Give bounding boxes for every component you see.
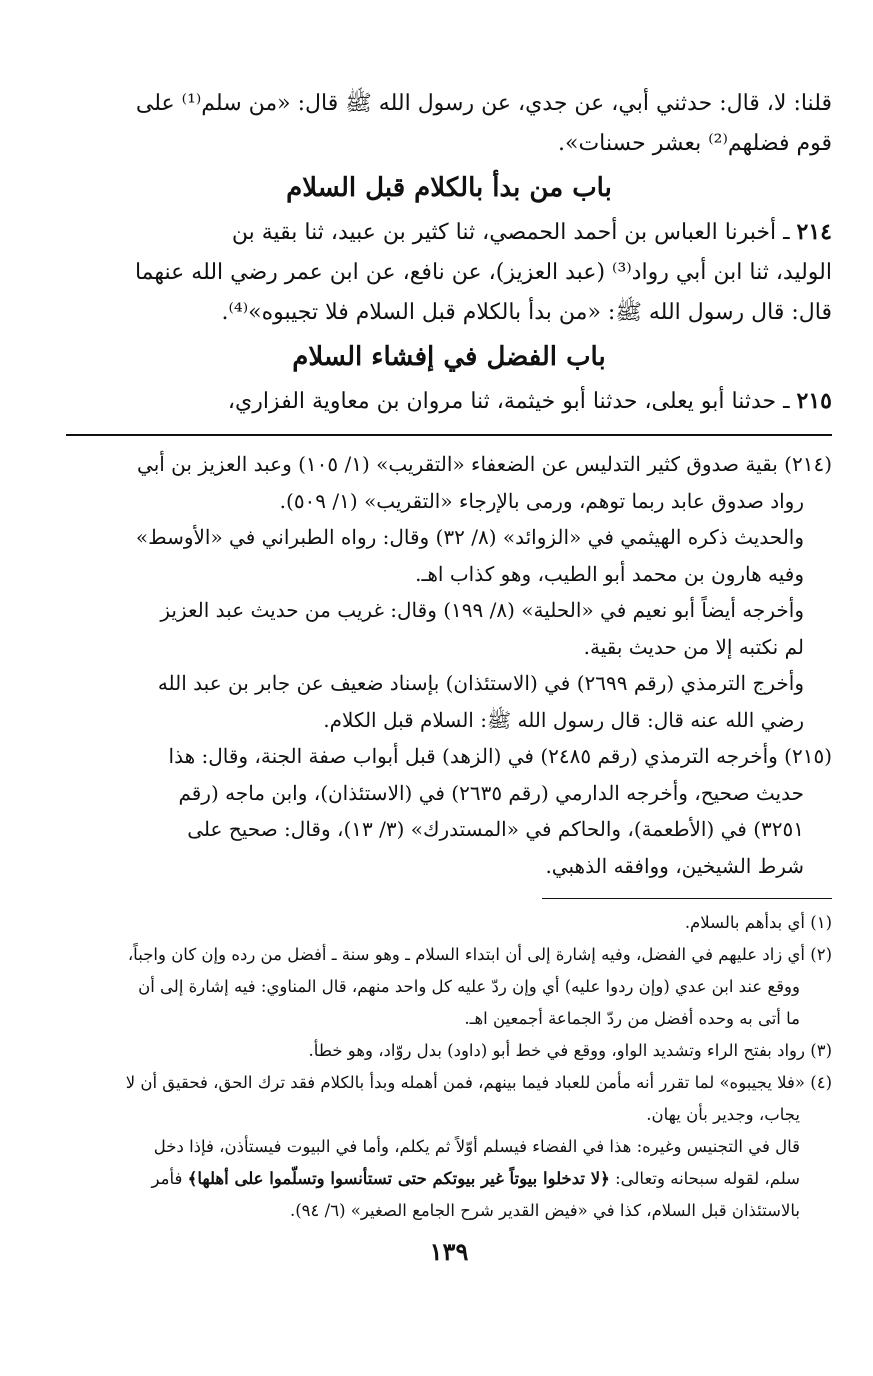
footnote-text: فأمر <box>151 1169 188 1188</box>
commentary-line: وفيه هارون بن محمد أبو الطيب، وهو كذاب اهـ. <box>415 561 804 586</box>
footnote-line: ما أتى به وحده أفضل من ردّ الجماعة أجمعين اهـ. <box>464 1009 800 1028</box>
hadith-number: ٢١٥ <box>796 388 832 414</box>
chapter-heading: باب من بدأ بالكلام قبل السلام <box>286 173 612 203</box>
text-line: قلنا: لا، قال: حدثني أبي، عن جدي، عن رسول الله ﷺ قال: «من سلم⁽¹⁾ على <box>135 91 832 116</box>
commentary-block <box>66 446 832 884</box>
text-line: قوم فضلهم⁽²⁾ بعشر حسنات». <box>557 131 832 156</box>
commentary-line: حديث صحيح، وأخرجه الدارمي (رقم ٢٦٣٥) في (الاستئذان)، وابن ماجه (رقم <box>178 780 804 805</box>
commentary-line: ٣٢٥١) في (الأطعمة)، والحاكم في «المستدرك» (٣/ ١٣)، وقال: صحيح على <box>187 817 804 841</box>
hadith-215 <box>66 381 832 422</box>
footnotes-block <box>66 907 832 1227</box>
book-page <box>66 84 832 1266</box>
footnote-text: سلم، لقوله سبحانه وتعالى: <box>609 1169 800 1188</box>
footnote-line <box>66 1163 832 1195</box>
footnote-line: قال في التجنيس وغيره: هذا في الفضاء فيسلم أوّلاً ثم يكلم، وأما في البيوت فيستأذن، فإذا دخل <box>153 1137 800 1156</box>
commentary-line: شرط الشيخين، ووافقه الذهبي. <box>545 853 804 878</box>
footnote-1: (١) أي بدأهم بالسلام. <box>684 913 832 932</box>
hadith-number: ٢١٤ <box>796 219 832 245</box>
commentary-line: رواد صدوق عابد ربما توهم، ورمى بالإرجاء «التقريب» (١/ ٥٠٩). <box>279 488 804 513</box>
text-line: ـ حدثنا أبو يعلى، حدثنا أبو خيثمة، ثنا مروان بن معاوية الفزاري، <box>227 389 797 414</box>
footnote-3: (٣) رواد بفتح الراء وتشديد الواو، ووقع في خط أبو (داود) بدل روّاد، وهو خطأ. <box>308 1041 832 1060</box>
commentary-line: لم نكتبه إلا من حديث بقية. <box>583 634 804 659</box>
footnote-divider <box>542 898 832 899</box>
page-number: ١٣٩ <box>429 1237 469 1266</box>
text-line: الوليد، ثنا ابن أبي رواد⁽³⁾ (عبد العزيز)، عن نافع، عن ابن عمر رضي الله عنهما <box>134 260 832 285</box>
commentary-line: (٢١٥) وأخرجه الترمذي (رقم ٢٤٨٥) في (الزهد) قبل أبواب صفة الجنة، وقال: هذا <box>168 744 832 768</box>
footnote-4: (٤) «فلا يجيبوه» لما تقرر أنه مأمن للعباد فيما بينهم، فمن أهمله وبدأ بالكلام فقد ترك الحق، فحقيق أن لا <box>125 1073 832 1092</box>
commentary-line: وأخرجه أيضاً أبو نعيم في «الحلية» (٨/ ١٩٩) وقال: غريب من حديث عبد العزيز <box>160 598 804 622</box>
text-line: قال: قال رسول الله ﷺ: «من بدأ بالكلام قبل السلام فلا تجيبوه»⁽⁴⁾. <box>221 300 832 325</box>
commentary-line: والحديث ذكره الهيثمي في «الزوائد» (٨/ ٣٢) وقال: رواه الطبراني في «الأوسط» <box>135 525 804 549</box>
commentary-line: رضي الله عنه قال: قال رسول الله ﷺ: السلام قبل الكلام. <box>323 707 804 732</box>
text-line: ـ أخبرنا العباس بن أحمد الحمصي، ثنا كثير بن عبيد، ثنا بقية بن <box>231 220 797 245</box>
hadith-214 <box>66 212 832 333</box>
commentary-line: وأخرج الترمذي (رقم ٢٦٩٩) في (الاستئذان) بإسناد ضعيف عن جابر بن عبد الله <box>157 671 804 695</box>
chapter-heading: باب الفضل في إفشاء السلام <box>292 342 606 372</box>
footnote-line: يجاب، وجدير بأن يهان. <box>646 1105 800 1124</box>
footnote-line: ووقع عند ابن عدي (وإن ردوا عليه) أي وإن ردّ عليه كل واحد منهم، قال المناوي: فيه إشارة إلى أن <box>138 977 800 996</box>
footnote-2: (٢) أي زاد عليهم في الفضل، وفيه إشارة إلى أن ابتداء السلام ـ وهو سنة ـ أفضل من رده وإن كان واجباً، <box>127 945 832 964</box>
section-divider <box>66 434 832 436</box>
quran-verse: ﴿لا تدخلوا بيوتاً غير بيوتكم حتى تستأنسوا وتسلّموا على أهلها﴾ <box>187 1169 610 1188</box>
footnote-line: بالاستئذان قبل السلام، كذا في «فيض القدير شرح الجامع الصغير» (٦/ ٩٤). <box>289 1201 800 1220</box>
commentary-line: (٢١٤) بقية صدوق كثير التدليس عن الضعفاء «التقريب» (١/ ١٠٥) وعبد العزيز بن أبي <box>137 452 832 476</box>
paragraph-intro <box>66 84 832 164</box>
